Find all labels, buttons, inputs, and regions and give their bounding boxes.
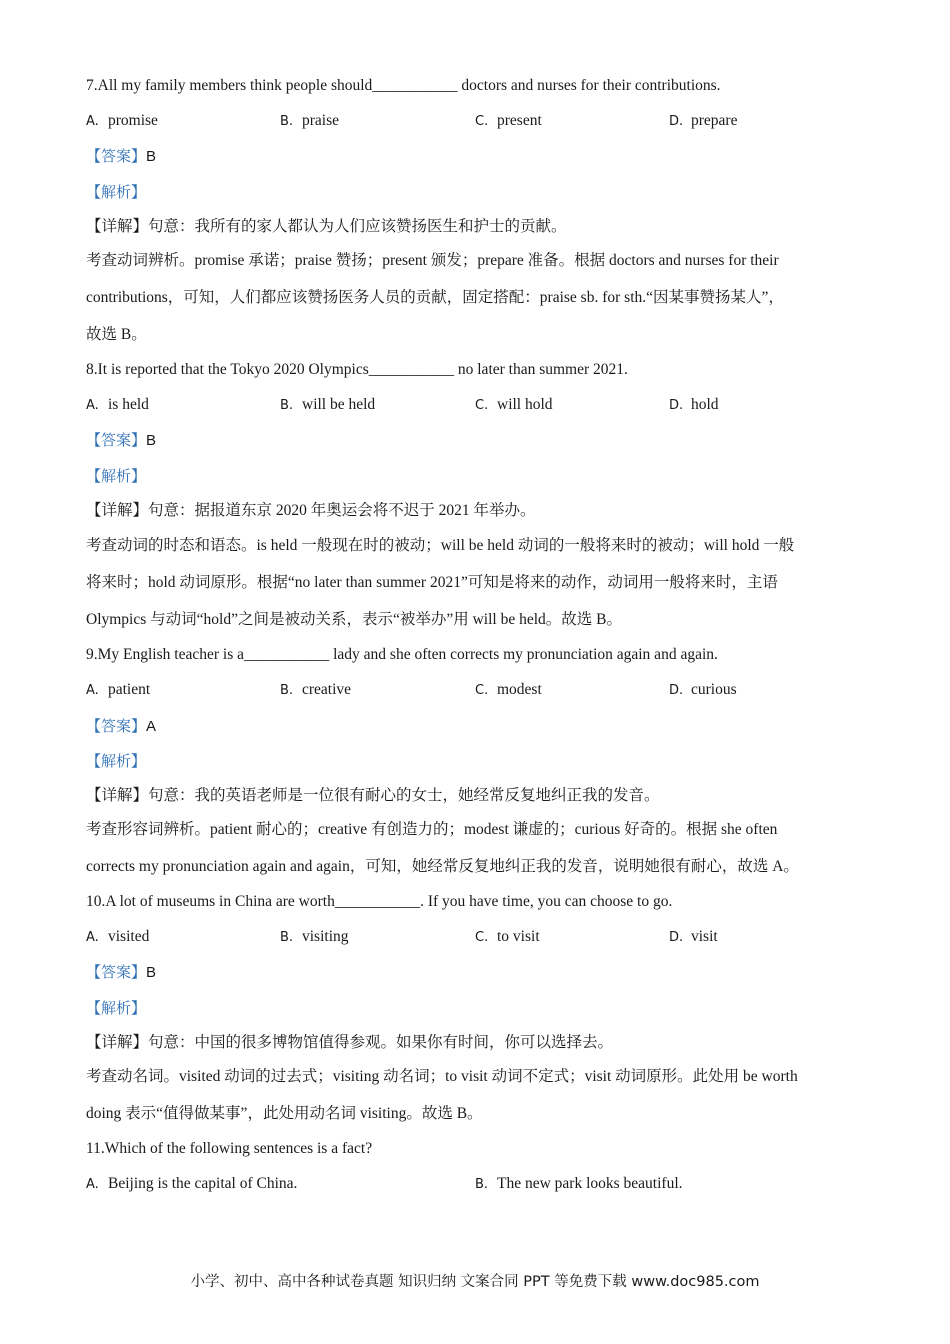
question-9-answer: [86, 716, 854, 737]
option-text: will hold: [497, 396, 553, 413]
option-text: praise: [302, 112, 340, 129]
option-text: to visit: [497, 928, 540, 945]
option-letter: B.: [280, 683, 294, 698]
option-letter: A.: [86, 398, 99, 413]
question-7-option-b: [280, 111, 339, 132]
option-text: visited: [108, 928, 150, 945]
question-9-detail-line: 【详解】句意：我的英语老师是一位很有耐心的女士，她经常反复地纠正我的发音。: [86, 787, 660, 804]
option-letter: C.: [475, 930, 489, 945]
page-footer: 小学、初中、高中各种试卷真题 知识归纳 文案合同 PPT 等免费下载 www.doc985.com: [190, 1274, 760, 1290]
question-8-detail-line: 考查动词的时态和语态。is held 一般现在时的被动；will be held 动词的一般将来时的被动；will hold 一般: [86, 537, 795, 554]
option-letter: A.: [86, 1177, 99, 1192]
answer-label: 【答案】: [86, 147, 147, 165]
answer-label: 【答案】: [86, 717, 147, 735]
question-8-detail-line: Olympics 与动词“hold”之间是被动关系，表示“被举办”用 will be held。故选 B。: [86, 611, 622, 628]
question-11-option-b: [475, 1174, 683, 1195]
question-10-detail-line: doing 表示“值得做某事”，此处用动名词 visiting。故选 B。: [86, 1105, 483, 1122]
option-text: prepare: [691, 112, 738, 129]
question-8-detail-line: 【详解】句意：据报道东京 2020 年奥运会将不迟于 2021 年举办。: [86, 502, 536, 519]
question-10-detail-line: 【详解】句意：中国的很多博物馆值得参观。如果你有时间，你可以选择去。: [86, 1034, 614, 1051]
option-text: is held: [108, 396, 149, 413]
answer-value: B: [146, 148, 157, 165]
question-10-option-d: [669, 927, 718, 948]
answer-label: 【答案】: [86, 963, 147, 981]
question-11-stem: 11.Which of the following sentences is a fact?: [86, 1140, 373, 1157]
question-10-answer: [86, 962, 854, 983]
option-text: Beijing is the capital of China.: [108, 1175, 298, 1192]
option-letter: C.: [475, 398, 489, 413]
option-letter: D.: [669, 398, 684, 413]
question-10-stem: 10.A lot of museums in China are worth___________. If you have time, you can choose to go.: [86, 893, 673, 910]
question-9-detail-line: 考查形容词辨析。patient 耐心的；creative 有创造力的；modest 谦虚的；curious 好奇的。根据 she often: [86, 821, 778, 838]
option-letter: A.: [86, 114, 99, 129]
question-7-stem: 7.All my family members think people should___________ doctors and nurses for their contributions.: [86, 77, 721, 94]
option-text: visit: [691, 928, 718, 945]
question-7-detail-line: 考查动词辨析。promise 承诺；praise 赞扬；present 颁发；prepare 准备。根据 doctors and nurses for their: [86, 252, 779, 269]
question-7-analysis-label: 【解析】: [86, 183, 147, 201]
option-letter: C.: [475, 683, 489, 698]
question-7-option-d: [669, 111, 737, 132]
option-text: creative: [302, 681, 352, 698]
question-7-option-c: [475, 111, 542, 132]
option-letter: A.: [86, 683, 99, 698]
question-10-option-b: [280, 927, 349, 948]
option-text: promise: [108, 112, 158, 129]
question-8-option-a: [86, 395, 149, 416]
option-letter: B.: [280, 114, 294, 129]
question-10-option-c: [475, 927, 540, 948]
option-text: hold: [691, 396, 719, 413]
option-letter: A.: [86, 930, 99, 945]
question-7-detail-line: 故选 B。: [86, 326, 147, 343]
question-9-option-d: [669, 680, 737, 701]
option-letter: B.: [280, 398, 294, 413]
question-9-option-b: [280, 680, 351, 701]
question-9-detail-line: corrects my pronunciation again and again，可知，她经常反复地纠正我的发音，说明她很有耐心，故选 A。: [86, 858, 799, 875]
option-letter: C.: [475, 114, 489, 129]
option-text: patient: [108, 681, 151, 698]
question-7-option-a: [86, 111, 158, 132]
question-8-analysis-label: 【解析】: [86, 467, 147, 485]
question-10-analysis-label: 【解析】: [86, 999, 147, 1017]
question-8-answer: [86, 430, 854, 451]
question-9-option-a: [86, 680, 150, 701]
question-10-option-a: [86, 927, 149, 948]
option-text: The new park looks beautiful.: [497, 1175, 683, 1192]
option-letter: D.: [669, 683, 684, 698]
answer-value: B: [146, 964, 157, 981]
question-8-option-b: [280, 395, 375, 416]
option-letter: D.: [669, 930, 684, 945]
option-letter: B.: [280, 930, 294, 945]
answer-value: A: [146, 718, 157, 735]
question-8-option-d: [669, 395, 719, 416]
answer-value: B: [146, 432, 157, 449]
option-text: modest: [497, 681, 542, 698]
option-letter: B.: [475, 1177, 489, 1192]
question-9-option-c: [475, 680, 542, 701]
question-10-detail-line: 考查动名词。visited 动词的过去式；visiting 动名词；to visit 动词不定式；visit 动词原形。此处用 be worth: [86, 1068, 798, 1085]
question-8-detail-line: 将来时；hold 动词原形。根据“no later than summer 2021”可知是将来的动作，动词用一般将来时，主语: [86, 574, 778, 591]
option-text: curious: [691, 681, 737, 698]
question-11-option-a: [86, 1174, 297, 1195]
option-text: visiting: [302, 928, 349, 945]
question-9-stem: 9.My English teacher is a___________ lady and she often corrects my pronunciation again and again.: [86, 646, 718, 663]
option-letter: D.: [669, 114, 684, 129]
question-7-answer: [86, 146, 854, 167]
option-text: present: [497, 112, 542, 129]
question-7-detail-line: 【详解】句意：我所有的家人都认为人们应该赞扬医生和护士的贡献。: [86, 218, 567, 235]
question-8-option-c: [475, 395, 553, 416]
question-9-analysis-label: 【解析】: [86, 752, 147, 770]
option-text: will be held: [302, 396, 376, 413]
answer-label: 【答案】: [86, 431, 147, 449]
question-8-stem: 8.It is reported that the Tokyo 2020 Olympics___________ no later than summer 2021.: [86, 361, 628, 378]
question-7-detail-line: contributions，可知，人们都应该赞扬医务人员的贡献，固定搭配：praise sb. for sth.“因某事赞扬某人”，: [86, 289, 784, 306]
